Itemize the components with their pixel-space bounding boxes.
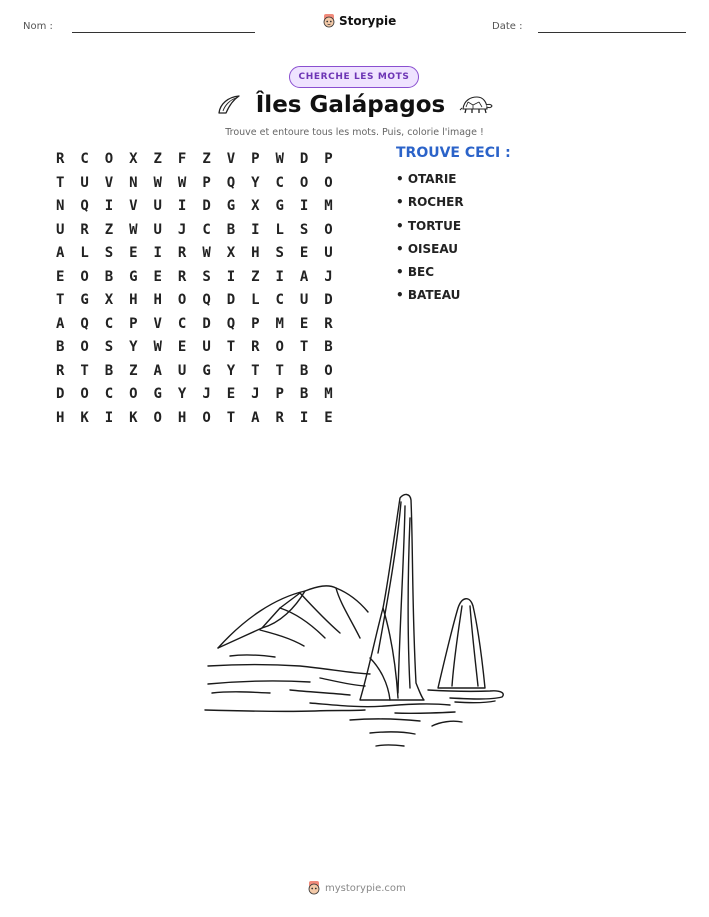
grid-letter[interactable]: H bbox=[153, 292, 162, 308]
grid-letter[interactable]: M bbox=[275, 315, 284, 332]
grid-row bbox=[48, 315, 341, 339]
grid-letter[interactable]: T bbox=[226, 339, 236, 355]
grid-letter[interactable]: T bbox=[299, 339, 309, 355]
grid-letter[interactable]: C bbox=[104, 315, 114, 332]
grid-letter[interactable]: X bbox=[226, 245, 236, 261]
grid-letter[interactable]: B bbox=[324, 339, 333, 355]
grid-letter[interactable]: Y bbox=[177, 386, 187, 402]
grid-letter[interactable]: B bbox=[299, 362, 309, 379]
grid-letter[interactable]: E bbox=[299, 315, 309, 332]
word-item: • OTARIE bbox=[396, 172, 457, 186]
grid-letter[interactable]: S bbox=[104, 339, 114, 355]
grid-row bbox=[48, 150, 341, 174]
grid-letter[interactable]: I bbox=[153, 245, 162, 261]
grid-letter[interactable]: P bbox=[202, 174, 211, 191]
grid-letter[interactable]: A bbox=[55, 315, 65, 332]
grid-letter[interactable]: T bbox=[226, 409, 236, 426]
grid-letter[interactable]: S bbox=[299, 221, 309, 238]
grid-letter[interactable]: Y bbox=[226, 362, 236, 379]
date-line bbox=[538, 32, 686, 33]
grid-letter[interactable]: D bbox=[226, 292, 236, 308]
grid-letter[interactable]: T bbox=[275, 362, 284, 379]
grid-row bbox=[48, 174, 341, 198]
grid-letter[interactable]: W bbox=[153, 174, 162, 191]
grid-letter[interactable]: U bbox=[153, 198, 162, 214]
grid-letter[interactable]: G bbox=[80, 292, 89, 308]
grid-letter[interactable]: C bbox=[104, 386, 114, 402]
grid-letter[interactable]: J bbox=[202, 386, 211, 402]
grid-letter[interactable]: A bbox=[55, 245, 65, 261]
grid-letter[interactable]: X bbox=[129, 151, 138, 167]
word-item: • OISEAU bbox=[396, 241, 459, 256]
grid-letter[interactable]: J bbox=[324, 268, 333, 285]
grid-letter[interactable]: X bbox=[104, 292, 114, 308]
grid-letter[interactable]: V bbox=[226, 151, 236, 167]
grid-letter[interactable]: U bbox=[324, 245, 333, 261]
beak-icon bbox=[216, 94, 242, 116]
brand-logo bbox=[322, 13, 396, 29]
grid-letter[interactable]: I bbox=[104, 198, 114, 214]
grid-letter[interactable]: D bbox=[324, 292, 333, 308]
grid-letter[interactable]: O bbox=[324, 362, 333, 379]
grid-letter[interactable]: Z bbox=[129, 362, 138, 379]
grid-letter[interactable]: C bbox=[80, 151, 89, 167]
grid-letter[interactable]: I bbox=[104, 409, 114, 426]
grid-letter[interactable]: D bbox=[55, 386, 65, 402]
grid-row bbox=[48, 197, 341, 221]
grid-letter[interactable]: O bbox=[104, 151, 114, 167]
grid-letter[interactable]: Z bbox=[202, 151, 211, 167]
grid-letter[interactable]: Z bbox=[104, 221, 114, 238]
grid-letter[interactable]: Q bbox=[226, 315, 236, 332]
grid-letter[interactable]: V bbox=[153, 315, 162, 332]
grid-letter[interactable]: Q bbox=[80, 198, 89, 214]
grid-letter[interactable]: E bbox=[299, 245, 309, 261]
grid-letter[interactable]: S bbox=[104, 245, 114, 261]
grid-letter[interactable]: K bbox=[129, 409, 138, 426]
grid-letter[interactable]: W bbox=[275, 151, 284, 167]
grid-letter[interactable]: Y bbox=[251, 174, 260, 191]
grid-letter[interactable]: U bbox=[153, 221, 162, 238]
grid-letter[interactable]: O bbox=[324, 221, 333, 238]
grid-letter[interactable]: R bbox=[251, 339, 260, 355]
grid-letter[interactable]: R bbox=[324, 315, 333, 332]
grid-letter[interactable]: G bbox=[153, 386, 162, 402]
grid-letter[interactable]: F bbox=[177, 151, 187, 167]
instructions: Trouve et entoure tous les mots. Puis, colorie l'image ! bbox=[225, 127, 484, 138]
grid-letter[interactable]: B bbox=[299, 386, 309, 402]
page-title: Îles Galápagos bbox=[255, 92, 446, 118]
grid-letter[interactable]: B bbox=[104, 268, 114, 285]
grid-letter[interactable]: R bbox=[275, 409, 284, 426]
word-list-title: TROUVE CECI : bbox=[396, 145, 511, 161]
grid-letter[interactable]: H bbox=[177, 409, 187, 426]
grid-letter[interactable]: W bbox=[202, 245, 211, 261]
grid-letter[interactable]: V bbox=[104, 174, 114, 191]
grid-letter[interactable]: E bbox=[226, 386, 236, 402]
grid-letter[interactable]: P bbox=[324, 151, 333, 167]
grid-letter[interactable]: J bbox=[177, 221, 187, 238]
grid-row bbox=[48, 385, 341, 409]
grid-row bbox=[48, 362, 341, 386]
grid-row bbox=[48, 268, 341, 292]
grid-letter[interactable]: Q bbox=[226, 174, 236, 191]
grid-letter[interactable]: O bbox=[324, 174, 333, 191]
grid-letter[interactable]: O bbox=[153, 409, 162, 426]
grid-letter[interactable]: I bbox=[299, 198, 309, 214]
grid-letter[interactable]: R bbox=[177, 245, 187, 261]
grid-letter[interactable]: O bbox=[129, 386, 138, 402]
grid-letter[interactable]: P bbox=[251, 315, 260, 332]
grid-letter[interactable]: S bbox=[202, 268, 211, 285]
grid-letter[interactable]: N bbox=[129, 174, 138, 191]
grid-letter[interactable]: P bbox=[251, 151, 260, 167]
grid-letter[interactable]: G bbox=[129, 268, 138, 285]
grid-letter[interactable]: K bbox=[80, 409, 89, 426]
word-item: • BATEAU bbox=[396, 288, 461, 303]
grid-letter[interactable]: Z bbox=[251, 268, 260, 285]
grid-letter[interactable]: E bbox=[55, 268, 65, 285]
grid-letter[interactable]: T bbox=[251, 362, 260, 379]
grid-letter[interactable]: E bbox=[324, 409, 333, 426]
grid-letter[interactable]: A bbox=[251, 409, 260, 426]
grid-letter[interactable]: U bbox=[299, 292, 309, 308]
grid-letter[interactable]: C bbox=[177, 315, 187, 332]
grid-letter[interactable]: U bbox=[55, 221, 65, 238]
word-search-grid[interactable] bbox=[48, 150, 341, 432]
word-item: • TORTUE bbox=[396, 218, 462, 233]
footer-url[interactable]: mystorypie.com bbox=[325, 882, 406, 894]
grid-letter[interactable]: B bbox=[55, 339, 65, 355]
grid-letter[interactable]: A bbox=[153, 362, 162, 379]
grid-letter[interactable]: O bbox=[80, 339, 89, 355]
grid-letter[interactable]: C bbox=[275, 174, 284, 191]
grid-letter[interactable]: U bbox=[80, 174, 89, 191]
date-label: Date : bbox=[492, 21, 523, 32]
grid-row bbox=[48, 291, 341, 315]
word-item: • ROCHER bbox=[396, 195, 464, 210]
grid-letter[interactable]: O bbox=[80, 268, 89, 285]
grid-letter[interactable]: L bbox=[275, 221, 284, 238]
grid-letter[interactable]: L bbox=[251, 292, 260, 308]
grid-letter[interactable]: M bbox=[324, 386, 333, 402]
grid-letter[interactable]: P bbox=[129, 315, 138, 332]
grid-letter[interactable]: N bbox=[55, 198, 65, 214]
brand-name: Storypie bbox=[339, 14, 397, 28]
grid-letter[interactable]: U bbox=[202, 339, 211, 355]
grid-letter[interactable]: W bbox=[153, 339, 162, 355]
name-label: Nom : bbox=[23, 21, 53, 32]
grid-letter[interactable]: C bbox=[275, 292, 284, 308]
grid-letter[interactable]: O bbox=[275, 339, 284, 355]
grid-letter[interactable]: W bbox=[177, 174, 187, 191]
grid-letter[interactable]: O bbox=[80, 386, 89, 402]
title-row bbox=[0, 92, 709, 118]
grid-letter[interactable]: B bbox=[104, 362, 114, 379]
grid-row bbox=[48, 221, 341, 245]
grid-letter[interactable]: I bbox=[177, 198, 187, 214]
grid-letter[interactable]: Q bbox=[80, 315, 89, 332]
grid-letter[interactable]: G bbox=[226, 198, 236, 214]
grid-letter[interactable]: V bbox=[129, 198, 138, 214]
grid-letter[interactable]: D bbox=[202, 315, 211, 332]
grid-letter[interactable]: X bbox=[251, 198, 260, 214]
grid-letter[interactable]: E bbox=[153, 268, 162, 285]
grid-letter[interactable]: T bbox=[55, 292, 65, 308]
grid-letter[interactable]: I bbox=[275, 268, 284, 285]
sea-rocks-illustration[interactable] bbox=[200, 488, 510, 753]
grid-letter[interactable]: P bbox=[275, 386, 284, 402]
grid-letter[interactable]: J bbox=[251, 386, 260, 402]
grid-letter[interactable]: A bbox=[299, 268, 309, 285]
grid-letter[interactable]: C bbox=[202, 221, 211, 238]
grid-letter[interactable]: R bbox=[55, 362, 65, 379]
storypie-mascot-icon bbox=[307, 880, 321, 896]
word-item: • BEC bbox=[396, 265, 434, 280]
footer bbox=[307, 880, 406, 896]
grid-letter[interactable]: I bbox=[299, 409, 309, 426]
grid-letter[interactable]: L bbox=[80, 245, 89, 261]
grid-letter[interactable]: H bbox=[129, 292, 138, 308]
grid-letter[interactable]: Q bbox=[202, 292, 211, 308]
tortoise-icon bbox=[459, 94, 493, 116]
activity-badge: CHERCHE LES MOTS bbox=[289, 66, 419, 88]
grid-letter[interactable]: H bbox=[55, 409, 65, 426]
name-line bbox=[72, 32, 255, 33]
grid-row bbox=[48, 244, 341, 268]
grid-letter[interactable]: M bbox=[324, 198, 333, 214]
grid-letter[interactable]: U bbox=[177, 362, 187, 379]
grid-letter[interactable]: R bbox=[55, 151, 65, 167]
grid-letter[interactable]: T bbox=[55, 174, 65, 191]
grid-letter[interactable]: T bbox=[80, 362, 89, 379]
grid-row bbox=[48, 338, 341, 362]
grid-letter[interactable]: G bbox=[275, 198, 284, 214]
grid-letter[interactable]: B bbox=[226, 221, 236, 238]
grid-letter[interactable]: R bbox=[177, 268, 187, 285]
word-list bbox=[396, 172, 464, 312]
grid-letter[interactable]: E bbox=[129, 245, 138, 261]
grid-letter[interactable]: I bbox=[226, 268, 236, 285]
grid-letter[interactable]: Z bbox=[153, 151, 162, 167]
grid-letter[interactable]: H bbox=[251, 245, 260, 261]
grid-letter[interactable]: O bbox=[177, 292, 187, 308]
grid-row bbox=[48, 409, 341, 433]
grid-letter[interactable]: R bbox=[80, 221, 89, 238]
grid-letter[interactable]: D bbox=[299, 151, 309, 167]
grid-letter[interactable]: D bbox=[202, 198, 211, 214]
grid-letter[interactable]: O bbox=[299, 174, 309, 191]
grid-letter[interactable]: G bbox=[202, 362, 211, 379]
storypie-mascot-icon bbox=[322, 13, 336, 29]
grid-letter[interactable]: O bbox=[202, 409, 211, 426]
grid-letter[interactable]: S bbox=[275, 245, 284, 261]
grid-letter[interactable]: E bbox=[177, 339, 187, 355]
grid-letter[interactable]: Y bbox=[129, 339, 138, 355]
grid-letter[interactable]: W bbox=[129, 221, 138, 238]
grid-letter[interactable]: I bbox=[251, 221, 260, 238]
